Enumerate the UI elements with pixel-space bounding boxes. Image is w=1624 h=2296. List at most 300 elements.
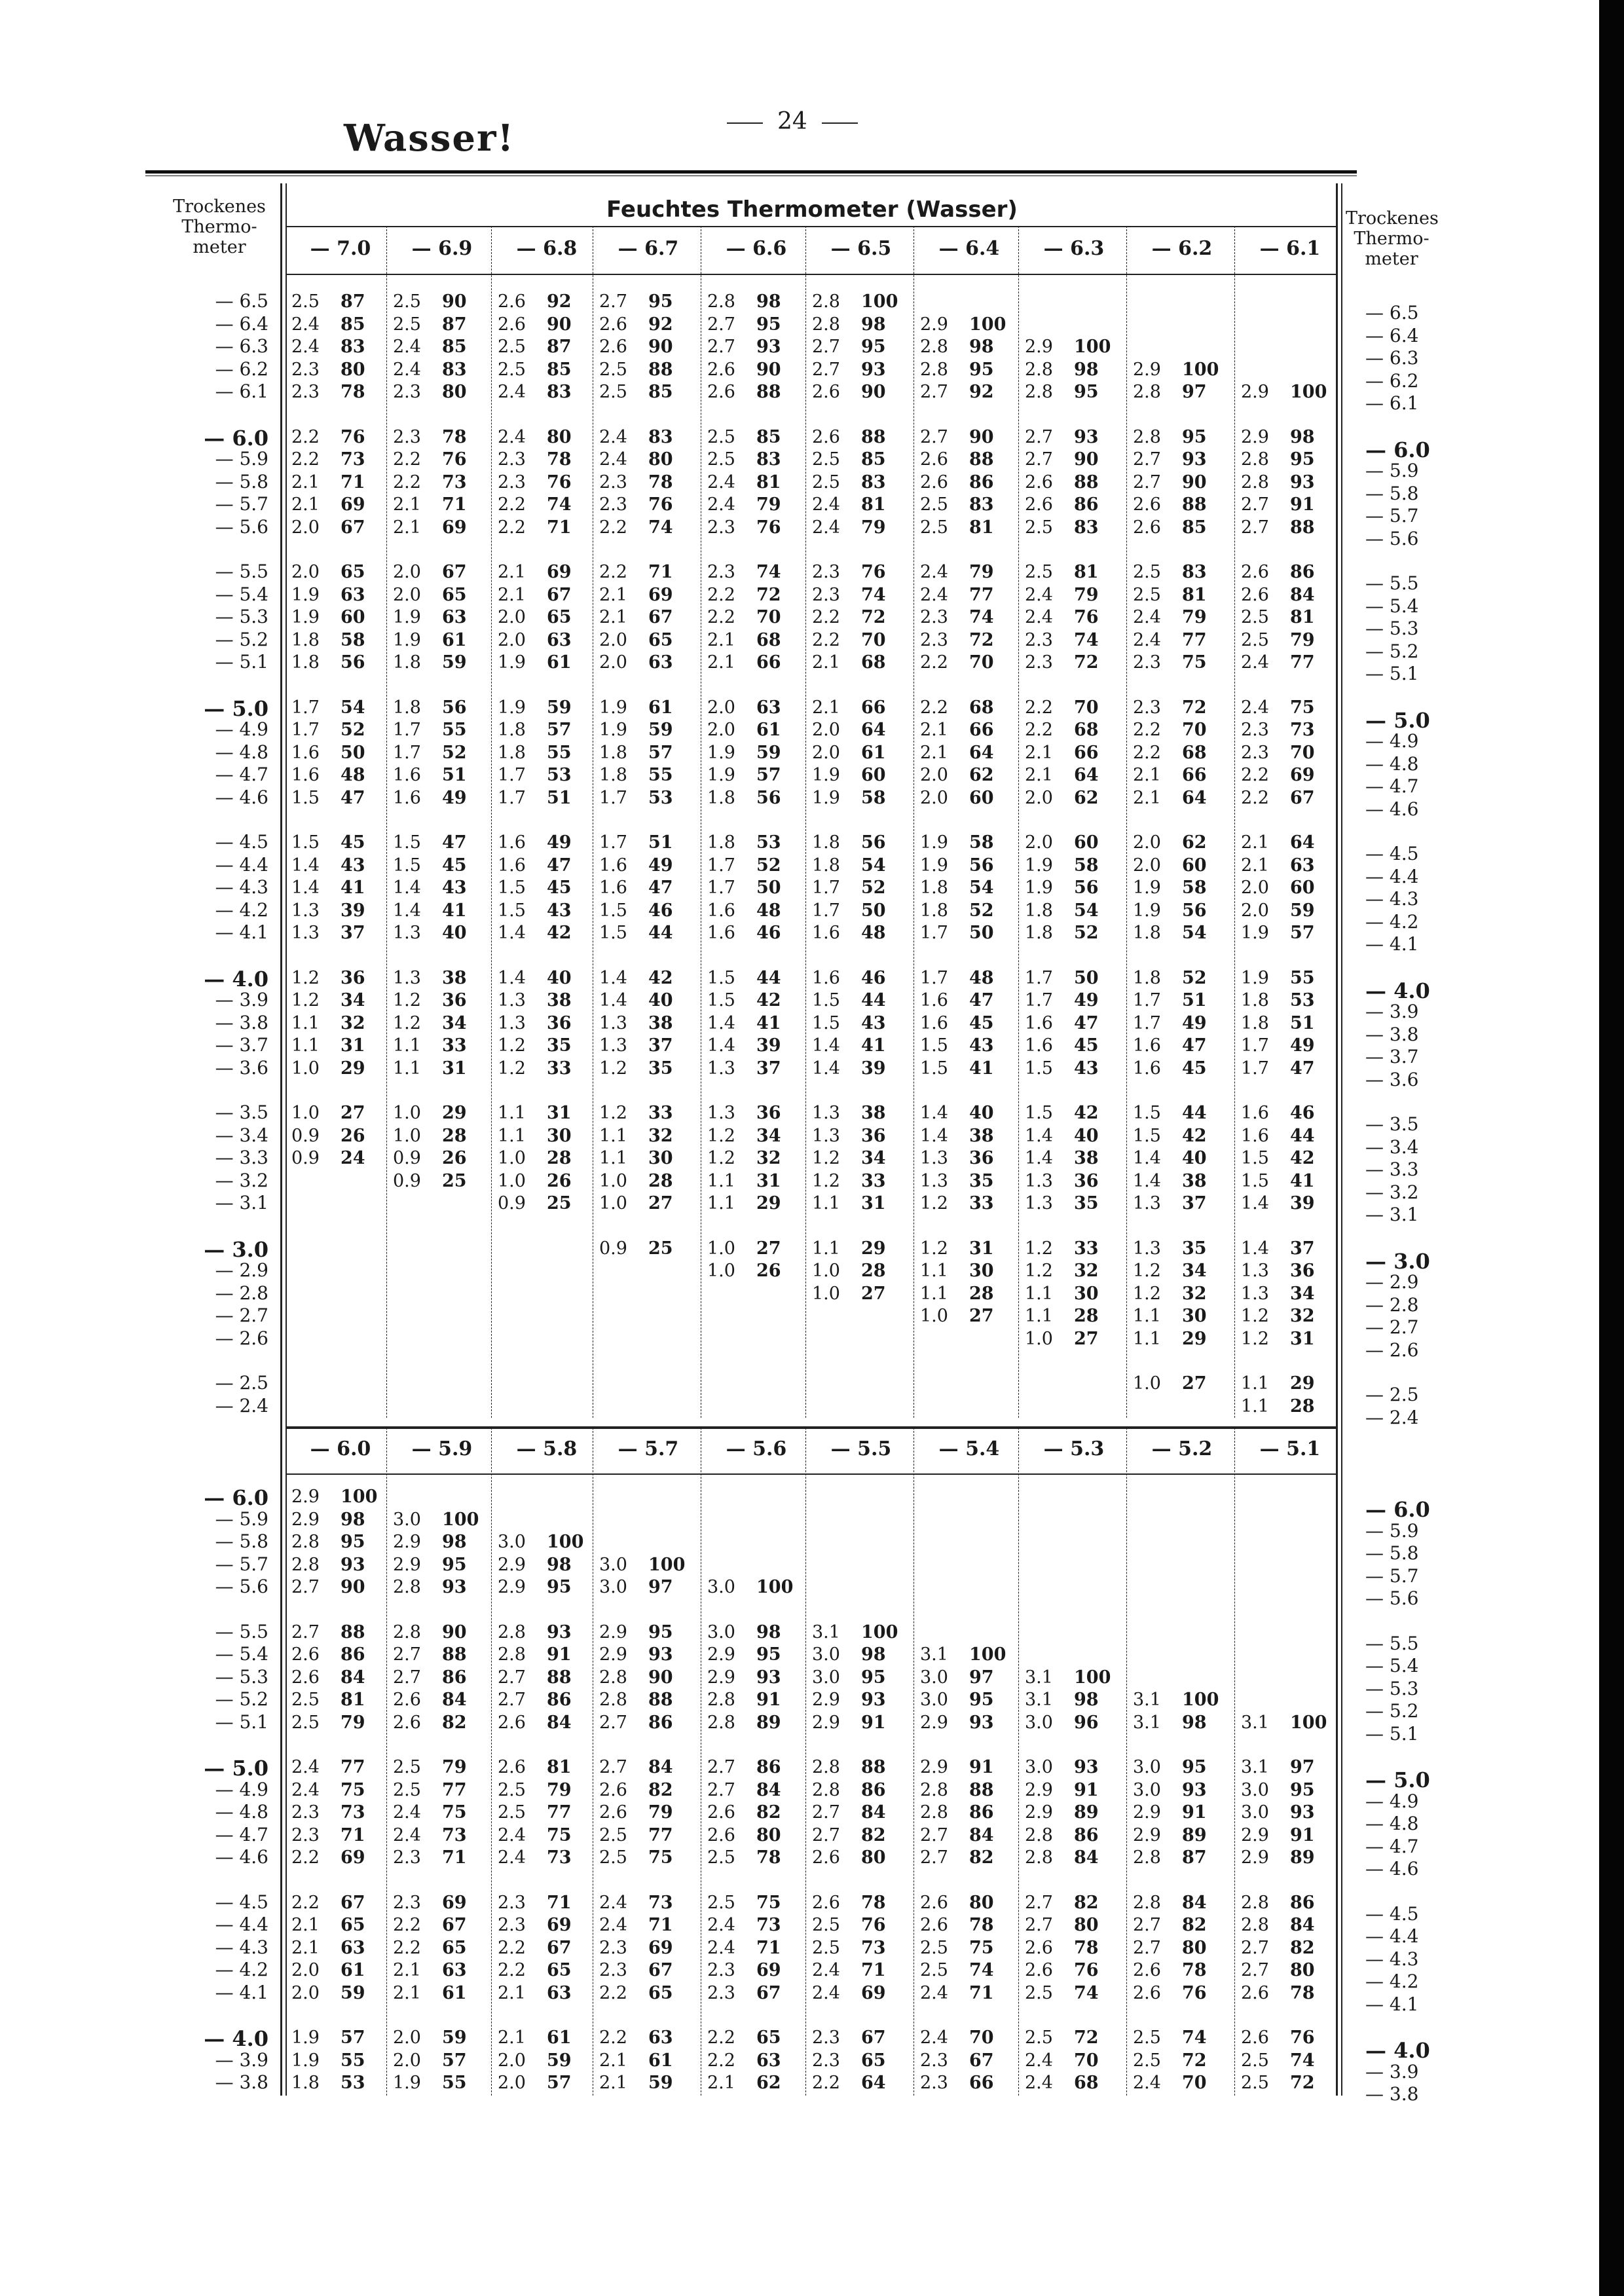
humidity-ratio-value: 1.7 <box>707 878 735 898</box>
humidity-ratio-value: 1.4 <box>599 990 627 1010</box>
relative-humidity-value: 86 <box>341 1644 365 1665</box>
relative-humidity-value: 90 <box>1182 472 1207 492</box>
relative-humidity-value: 29 <box>341 1058 365 1079</box>
upper-table-cell <box>1025 1284 1113 1304</box>
upper-dry-temp-label-right: — 2.6 <box>1365 1339 1419 1361</box>
humidity-ratio-value: 2.2 <box>393 449 421 470</box>
humidity-ratio-value: 0.9 <box>393 1170 421 1191</box>
humidity-ratio-value: 0.9 <box>393 1148 421 1168</box>
humidity-ratio-value: 1.8 <box>498 720 526 740</box>
relative-humidity-value: 44 <box>861 990 886 1010</box>
lower-dry-temp-label: — 5.6 <box>215 1576 268 1597</box>
relative-humidity-value: 80 <box>442 382 467 402</box>
upper-table-cell <box>707 788 796 808</box>
humidity-ratio-value: 2.4 <box>1133 607 1161 627</box>
humidity-ratio-value: 3.0 <box>393 1509 421 1530</box>
relative-humidity-value: 55 <box>1290 967 1315 988</box>
relative-humidity-value: 90 <box>861 382 886 402</box>
relative-humidity-value: 72 <box>1182 2050 1207 2071</box>
humidity-ratio-value: 2.2 <box>812 629 840 650</box>
lower-table-cell <box>291 2050 380 2071</box>
humidity-ratio-value: 1.2 <box>707 1125 735 1146</box>
lower-table-cell <box>498 1983 586 2003</box>
upper-table-cell <box>498 765 586 785</box>
upper-table-cell <box>498 382 586 402</box>
relative-humidity-value: 30 <box>547 1125 572 1146</box>
upper-table-cell <box>812 472 900 492</box>
lower-table-cell <box>1133 1893 1221 1913</box>
humidity-ratio-value: 1.1 <box>291 1012 320 1033</box>
humidity-ratio-value: 2.7 <box>393 1644 421 1665</box>
humidity-ratio-value: 2.0 <box>291 517 320 538</box>
lower-dry-temp-label-right: — 4.0 <box>1365 2038 1430 2063</box>
humidity-ratio-value: 2.5 <box>1025 517 1053 538</box>
humidity-ratio-value: 2.5 <box>920 517 948 538</box>
upper-dry-temp-label-right: — 3.1 <box>1365 1204 1419 1225</box>
relative-humidity-value: 93 <box>1074 426 1099 447</box>
relative-humidity-value: 61 <box>442 629 467 650</box>
humidity-ratio-value: 1.1 <box>1025 1283 1053 1304</box>
humidity-ratio-value: 2.0 <box>393 2028 421 2048</box>
lower-table-cell <box>920 2073 1008 2093</box>
lower-table-cell <box>291 1757 380 1777</box>
upper-table-cell <box>1133 1373 1221 1394</box>
lower-table-cell <box>1133 1960 1221 1980</box>
humidity-ratio-value: 1.1 <box>920 1261 948 1281</box>
humidity-ratio-value: 1.9 <box>1241 967 1269 988</box>
humidity-ratio-value: 1.0 <box>393 1125 421 1146</box>
lower-table-cell <box>1025 1960 1113 1980</box>
lower-dry-temp-label: — 5.0 <box>204 1756 268 1781</box>
upper-table-cell <box>1025 360 1113 380</box>
relative-humidity-value: 63 <box>756 2050 781 2071</box>
lower-dry-temp-label: — 6.0 <box>204 1485 268 1510</box>
relative-humidity-value: 71 <box>861 1960 886 1980</box>
relative-humidity-value: 71 <box>442 494 467 515</box>
relative-humidity-value: 45 <box>547 878 572 898</box>
humidity-ratio-value: 1.0 <box>291 1103 320 1123</box>
humidity-ratio-value: 1.7 <box>498 765 526 785</box>
relative-humidity-value: 34 <box>341 990 365 1010</box>
upper-table-cell <box>291 607 380 627</box>
humidity-ratio-value: 2.6 <box>498 1712 526 1733</box>
humidity-ratio-value: 1.3 <box>707 1103 735 1123</box>
upper-table-cell <box>1025 990 1113 1010</box>
humidity-ratio-value: 1.5 <box>920 1058 948 1079</box>
upper-table-cell <box>498 968 586 988</box>
relative-humidity-value: 92 <box>547 291 572 312</box>
humidity-ratio-value: 2.6 <box>1025 494 1053 515</box>
relative-humidity-value: 58 <box>1182 878 1207 898</box>
humidity-ratio-value: 1.4 <box>1241 1238 1269 1259</box>
upper-table-cell <box>1133 1103 1221 1123</box>
humidity-ratio-value: 1.0 <box>1133 1373 1161 1394</box>
lower-dry-temp-label: — 5.9 <box>215 1508 268 1530</box>
humidity-ratio-value: 2.7 <box>812 337 840 357</box>
relative-humidity-value: 78 <box>648 472 673 492</box>
relative-humidity-value: 73 <box>756 1915 781 1935</box>
relative-humidity-value: 80 <box>341 359 365 380</box>
lower-table-cell <box>291 1780 380 1800</box>
relative-humidity-value: 41 <box>442 900 467 921</box>
relative-humidity-value: 36 <box>756 1103 781 1123</box>
relative-humidity-value: 78 <box>861 1892 886 1913</box>
humidity-ratio-value: 2.1 <box>1133 765 1161 785</box>
upper-table-cell <box>1241 1284 1329 1304</box>
humidity-ratio-value: 1.7 <box>920 923 948 943</box>
humidity-ratio-value: 1.2 <box>1025 1261 1053 1281</box>
relative-humidity-value: 37 <box>648 1035 673 1056</box>
humidity-ratio-value: 2.9 <box>599 1644 627 1665</box>
lower-table-cell <box>1241 1960 1329 1980</box>
lower-table-cell <box>707 1757 796 1777</box>
relative-humidity-value: 47 <box>1290 1058 1315 1079</box>
humidity-ratio-value: 2.5 <box>1025 2028 1053 2048</box>
relative-humidity-value: 91 <box>547 1644 572 1665</box>
upper-table-cell <box>291 720 380 740</box>
humidity-ratio-value: 1.1 <box>812 1193 840 1213</box>
upper-table-cell <box>707 291 796 312</box>
upper-table-cell <box>920 449 1008 470</box>
humidity-ratio-value: 2.0 <box>291 1960 320 1980</box>
upper-table-cell <box>393 1148 481 1168</box>
humidity-ratio-value: 1.2 <box>498 1058 526 1079</box>
relative-humidity-value: 65 <box>648 629 673 650</box>
lower-dry-temp-label: — 4.8 <box>215 1801 268 1823</box>
humidity-ratio-value: 1.4 <box>291 878 320 898</box>
upper-table-cell <box>920 360 1008 380</box>
upper-table-cell <box>1133 449 1221 470</box>
upper-wet-temp-header: — 7.0 <box>310 237 371 260</box>
upper-table-cell <box>707 382 796 402</box>
humidity-ratio-value: 1.9 <box>707 742 735 763</box>
humidity-ratio-value: 2.5 <box>599 1847 627 1868</box>
humidity-ratio-value: 2.8 <box>1025 1847 1053 1868</box>
humidity-ratio-value: 1.6 <box>291 765 320 785</box>
relative-humidity-value: 84 <box>1290 1915 1315 1935</box>
relative-humidity-value: 63 <box>341 1937 365 1958</box>
humidity-ratio-value: 2.4 <box>498 1847 526 1868</box>
upper-table-cell <box>599 585 688 605</box>
upper-table-cell <box>812 1148 900 1168</box>
relative-humidity-value: 29 <box>861 1238 886 1259</box>
upper-table-cell <box>1133 1329 1221 1349</box>
upper-dry-temp-label-right: — 6.2 <box>1365 369 1419 392</box>
upper-table-cell <box>812 562 900 582</box>
relative-humidity-value: 42 <box>1074 1103 1099 1123</box>
relative-humidity-value: 52 <box>442 742 467 763</box>
humidity-ratio-value: 2.8 <box>291 1554 320 1575</box>
lower-table-cell <box>498 1802 586 1823</box>
humidity-ratio-value: 2.9 <box>1025 1802 1053 1823</box>
relative-humidity-value: 93 <box>341 1554 365 1575</box>
relative-humidity-value: 80 <box>861 1847 886 1868</box>
humidity-ratio-value: 2.3 <box>707 1960 735 1980</box>
humidity-ratio-value: 2.3 <box>920 2050 948 2071</box>
relative-humidity-value: 70 <box>1290 742 1315 763</box>
relative-humidity-value: 95 <box>756 1644 781 1665</box>
relative-humidity-value: 32 <box>1182 1283 1207 1304</box>
upper-table-cell <box>291 1126 380 1146</box>
relative-humidity-value: 54 <box>861 855 886 876</box>
humidity-ratio-value: 2.5 <box>498 1802 526 1823</box>
humidity-ratio-value: 1.0 <box>599 1193 627 1213</box>
relative-humidity-value: 78 <box>341 382 365 402</box>
lower-table-cell <box>599 1667 688 1688</box>
lower-table-cell <box>393 1667 481 1688</box>
relative-humidity-value: 90 <box>969 426 994 447</box>
humidity-ratio-value: 1.3 <box>498 1012 526 1033</box>
relative-humidity-value: 27 <box>1182 1373 1207 1394</box>
humidity-ratio-value: 3.0 <box>812 1667 840 1688</box>
upper-table-cell <box>707 585 796 605</box>
humidity-ratio-value: 1.4 <box>1241 1193 1269 1213</box>
lower-dry-temp-label-right: — 5.8 <box>1365 1542 1419 1564</box>
relative-humidity-value: 31 <box>341 1035 365 1056</box>
humidity-ratio-value: 2.4 <box>498 426 526 447</box>
upper-dry-temp-label: — 5.0 <box>204 695 268 721</box>
humidity-ratio-value: 1.6 <box>393 787 421 808</box>
relative-humidity-value: 90 <box>341 1577 365 1597</box>
upper-table-cell <box>920 1035 1008 1056</box>
relative-humidity-value: 38 <box>547 990 572 1010</box>
upper-table-cell <box>707 1193 796 1213</box>
lower-table-cell <box>599 1713 688 1733</box>
relative-humidity-value: 98 <box>1290 426 1315 447</box>
relative-humidity-value: 50 <box>756 878 781 898</box>
relative-humidity-value: 52 <box>341 720 365 740</box>
humidity-ratio-value: 1.5 <box>812 990 840 1010</box>
humidity-ratio-value: 1.8 <box>291 2073 320 2093</box>
upper-table-cell <box>812 1126 900 1146</box>
upper-table-cell <box>599 900 688 921</box>
humidity-ratio-value: 2.4 <box>812 517 840 538</box>
upper-dry-temp-label-right: — 5.7 <box>1365 505 1419 527</box>
lower-table-cell <box>812 1780 900 1800</box>
relative-humidity-value: 85 <box>648 382 673 402</box>
relative-humidity-value: 92 <box>648 314 673 335</box>
relative-humidity-value: 98 <box>861 1644 886 1665</box>
humidity-ratio-value: 1.2 <box>599 1103 627 1123</box>
humidity-ratio-value: 1.1 <box>599 1125 627 1146</box>
humidity-ratio-value: 2.9 <box>1133 1824 1161 1845</box>
humidity-ratio-value: 2.3 <box>291 1802 320 1823</box>
relative-humidity-value: 95 <box>1182 426 1207 447</box>
upper-table-cell <box>920 743 1008 763</box>
relative-humidity-value: 59 <box>341 1982 365 2003</box>
humidity-ratio-value: 2.1 <box>707 652 735 673</box>
lower-table-cell <box>1241 1983 1329 2003</box>
humidity-ratio-value: 3.0 <box>599 1577 627 1597</box>
humidity-ratio-value: 1.7 <box>291 720 320 740</box>
relative-humidity-value: 61 <box>547 2028 572 2048</box>
humidity-ratio-value: 2.7 <box>1241 517 1269 538</box>
humidity-ratio-value: 1.8 <box>393 697 421 718</box>
humidity-ratio-value: 2.6 <box>1241 2028 1269 2048</box>
humidity-ratio-value: 2.9 <box>291 1487 320 1507</box>
relative-humidity-value: 28 <box>1074 1306 1099 1326</box>
relative-humidity-value: 73 <box>547 1847 572 1868</box>
humidity-ratio-value: 2.2 <box>1025 697 1053 718</box>
upper-table-cell <box>812 337 900 357</box>
upper-table-cell <box>1241 1306 1329 1326</box>
humidity-ratio-value: 2.4 <box>393 1802 421 1823</box>
relative-humidity-value: 71 <box>341 1824 365 1845</box>
humidity-ratio-value: 2.7 <box>707 1779 735 1800</box>
upper-table-cell <box>707 832 796 853</box>
humidity-ratio-value: 2.2 <box>707 2028 735 2048</box>
humidity-ratio-value: 2.6 <box>920 449 948 470</box>
relative-humidity-value: 38 <box>969 1125 994 1146</box>
relative-humidity-value: 85 <box>341 314 365 335</box>
relative-humidity-value: 65 <box>442 1937 467 1958</box>
humidity-ratio-value: 3.0 <box>1241 1802 1269 1823</box>
column-divider-upper <box>805 226 806 1418</box>
lower-table-cell <box>1133 2028 1221 2048</box>
relative-humidity-value: 80 <box>547 426 572 447</box>
upper-table-cell <box>707 968 796 988</box>
top-rule <box>145 170 1357 174</box>
humidity-ratio-value: 2.1 <box>599 584 627 605</box>
lower-table-cell <box>498 2073 586 2093</box>
lower-table-cell <box>498 1757 586 1777</box>
humidity-ratio-value: 2.2 <box>291 1847 320 1868</box>
upper-table-cell <box>393 494 481 515</box>
lower-table-cell <box>599 1983 688 2003</box>
lower-table-cell <box>1241 2073 1329 2093</box>
relative-humidity-value: 27 <box>341 1103 365 1123</box>
upper-table-cell <box>1241 878 1329 898</box>
humidity-ratio-value: 2.2 <box>393 1937 421 1958</box>
humidity-ratio-value: 2.7 <box>707 314 735 335</box>
upper-table-cell <box>599 472 688 492</box>
humidity-ratio-value: 2.2 <box>599 562 627 582</box>
lower-dry-temp-label-right: — 5.1 <box>1365 1722 1419 1745</box>
humidity-ratio-value: 2.3 <box>1133 652 1161 673</box>
lower-table-cell <box>812 1825 900 1845</box>
humidity-ratio-value: 2.6 <box>1025 1937 1053 1958</box>
humidity-ratio-value: 2.4 <box>291 1779 320 1800</box>
lower-dry-temp-label: — 4.6 <box>215 1846 268 1868</box>
relative-humidity-value: 50 <box>341 742 365 763</box>
relative-humidity-value: 67 <box>547 584 572 605</box>
humidity-ratio-value: 3.1 <box>1133 1712 1161 1733</box>
humidity-ratio-value: 2.4 <box>707 494 735 515</box>
upper-table-cell <box>707 900 796 921</box>
lower-table-cell <box>812 1847 900 1868</box>
relative-humidity-value: 95 <box>1290 1779 1315 1800</box>
upper-table-cell <box>707 743 796 763</box>
humidity-ratio-value: 1.2 <box>1241 1328 1269 1349</box>
relative-humidity-value: 48 <box>969 967 994 988</box>
humidity-ratio-value: 2.3 <box>599 472 627 492</box>
relative-humidity-value: 46 <box>648 900 673 921</box>
relative-humidity-value: 88 <box>442 1644 467 1665</box>
humidity-ratio-value: 2.3 <box>1241 742 1269 763</box>
relative-humidity-value: 31 <box>1290 1328 1315 1349</box>
relative-humidity-value: 98 <box>1074 359 1099 380</box>
upper-dry-temp-label-right: — 5.0 <box>1365 707 1430 733</box>
humidity-ratio-value: 2.2 <box>1241 787 1269 808</box>
humidity-ratio-value: 2.8 <box>1133 1892 1161 1913</box>
humidity-ratio-value: 1.1 <box>1025 1306 1053 1326</box>
lower-wet-temp-header: — 5.2 <box>1151 1437 1213 1460</box>
relative-humidity-value: 54 <box>341 697 365 718</box>
relative-humidity-value: 48 <box>756 900 781 921</box>
relative-humidity-value: 43 <box>341 855 365 876</box>
relative-humidity-value: 31 <box>756 1170 781 1191</box>
relative-humidity-value: 46 <box>1290 1103 1315 1123</box>
upper-table-cell <box>707 1103 796 1123</box>
relative-humidity-value: 88 <box>969 1779 994 1800</box>
upper-table-cell <box>707 652 796 673</box>
upper-table-cell <box>920 832 1008 853</box>
humidity-ratio-value: 2.6 <box>291 1667 320 1688</box>
relative-humidity-value: 70 <box>1182 2073 1207 2093</box>
relative-humidity-value: 57 <box>547 720 572 740</box>
upper-table-cell <box>498 449 586 470</box>
humidity-ratio-value: 2.1 <box>1133 787 1161 808</box>
upper-table-cell <box>1025 923 1113 943</box>
relative-humidity-value: 59 <box>648 2073 673 2093</box>
relative-humidity-value: 88 <box>1182 494 1207 515</box>
upper-dry-temp-label-right: — 5.8 <box>1365 482 1419 504</box>
lower-dry-temp-label: — 3.8 <box>215 2071 268 2093</box>
relative-humidity-value: 86 <box>1074 494 1099 515</box>
page-title: Wasser! <box>344 117 515 160</box>
humidity-ratio-value: 2.9 <box>599 1621 627 1642</box>
humidity-ratio-value: 2.5 <box>707 1892 735 1913</box>
humidity-ratio-value: 2.1 <box>393 1982 421 2003</box>
upper-table-cell <box>1133 360 1221 380</box>
upper-table-cell <box>920 607 1008 627</box>
upper-dry-temp-label-right: — 6.4 <box>1365 324 1419 346</box>
upper-dry-temp-label-right: — 2.8 <box>1365 1293 1419 1316</box>
relative-humidity-value: 67 <box>969 2050 994 2071</box>
lower-table-cell <box>1241 1825 1329 1845</box>
humidity-ratio-value: 2.8 <box>599 1690 627 1710</box>
humidity-ratio-value: 1.7 <box>920 967 948 988</box>
lower-table-cell <box>812 1983 900 2003</box>
relative-humidity-value: 81 <box>1182 584 1207 605</box>
lower-table-cell <box>707 1847 796 1868</box>
humidity-ratio-value: 1.3 <box>1133 1193 1161 1213</box>
relative-humidity-value: 69 <box>341 494 365 515</box>
upper-table-cell <box>1241 652 1329 673</box>
relative-humidity-value: 42 <box>648 967 673 988</box>
relative-humidity-value: 36 <box>1074 1170 1099 1191</box>
relative-humidity-value: 86 <box>442 1667 467 1688</box>
upper-table-cell <box>707 765 796 785</box>
upper-table-cell <box>707 1035 796 1056</box>
relative-humidity-value: 32 <box>1074 1261 1099 1281</box>
humidity-ratio-value: 1.9 <box>812 787 840 808</box>
humidity-ratio-value: 2.1 <box>707 629 735 650</box>
lower-table-cell <box>1133 1825 1221 1845</box>
upper-dry-temp-label-right: — 5.2 <box>1365 640 1419 662</box>
relative-humidity-value: 76 <box>442 449 467 470</box>
relative-humidity-value: 95 <box>341 1532 365 1552</box>
relative-humidity-value: 27 <box>861 1283 886 1304</box>
upper-dry-temp-label-right: — 5.5 <box>1365 572 1419 594</box>
humidity-ratio-value: 2.7 <box>1025 449 1053 470</box>
relative-humidity-value: 87 <box>341 291 365 312</box>
relative-humidity-value: 36 <box>341 967 365 988</box>
relative-humidity-value: 36 <box>969 1148 994 1168</box>
humidity-ratio-value: 2.8 <box>812 291 840 312</box>
humidity-ratio-value: 1.1 <box>707 1193 735 1213</box>
upper-table-cell <box>1241 923 1329 943</box>
